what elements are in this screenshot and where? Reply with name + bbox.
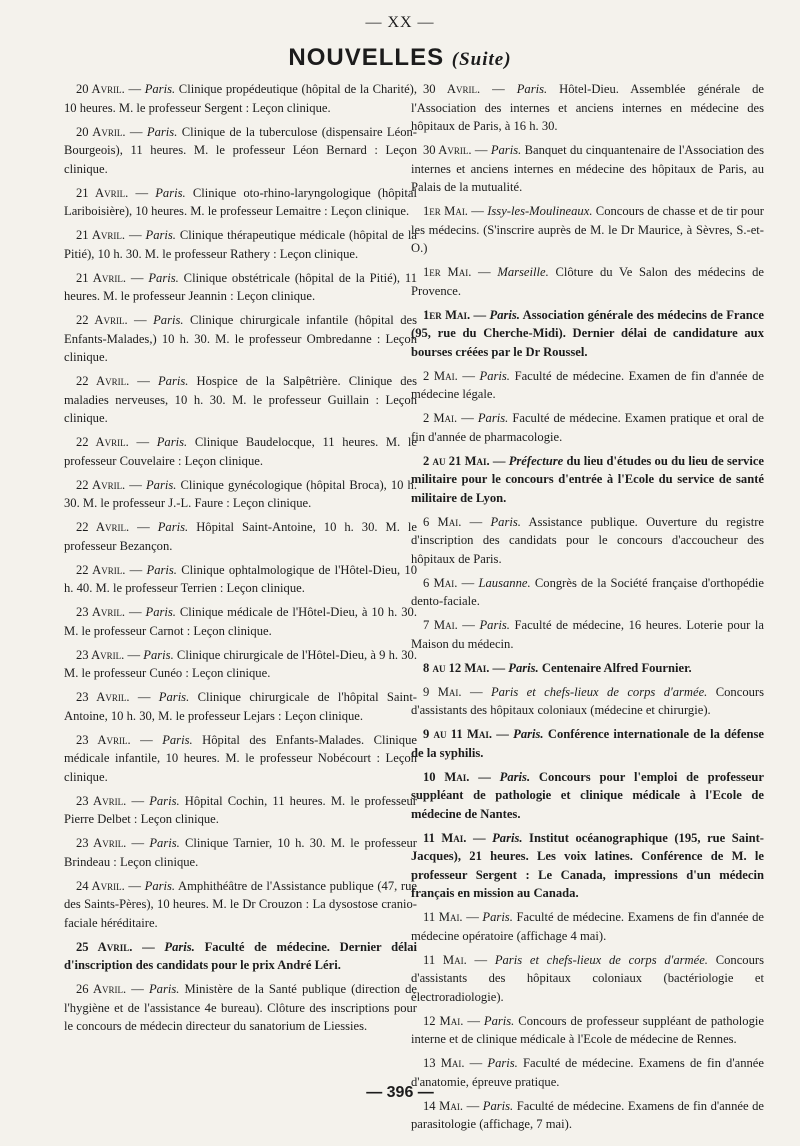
entry-place: Paris. <box>508 660 539 675</box>
entry-place: Paris. <box>482 1098 514 1113</box>
entry-text: Concours d'assistants des hôpitaux coloniaux (bactériologie et électroradiologie). <box>411 952 764 1004</box>
news-entry: 9 au 11 Mai. — Paris. Conférence internationale de la défense de la syphilis. <box>411 727 765 760</box>
entry-text: Faculté de médecine. Examens de fin d'année d'anatomie, épreuve pratique. <box>411 1056 764 1089</box>
entry-place: Paris. <box>489 307 520 322</box>
entry-text: Centenaire Alfred Fournier. <box>541 660 692 675</box>
entry-place: Paris. <box>146 124 178 139</box>
entry-text: Hôtel-Dieu. Assemblée générale de l'Association des internes et anciens internes en médecine des hôpitaux de Paris, à 16 h. 30. <box>411 82 765 133</box>
news-entry: 23 Avril. — Paris. Hôpital des Enfants-Malades. Clinique médicale infantile, 10 heures. M. le professeur Nobécourt : Leçon clinique. <box>64 732 417 784</box>
entry-date: 26 Avril. <box>76 982 127 996</box>
news-entry: 25 Avril. — Paris. Faculté de médecine. Dernier délai d'inscription des candidats pour le prix André Léri. <box>64 939 417 972</box>
news-entry: 1er Mai. — Marseille. Clôture du Ve Salon des médecins de Provence. <box>411 265 764 298</box>
news-entry: 14 Mai. — Paris. Faculté de médecine. Examens de fin d'année de parasitologie (affichage, 7 mai). <box>411 1098 765 1131</box>
news-entry: 11 Mai. — Paris et chefs-lieux de corps d'armée. Concours d'assistants des hôpitaux coloniaux (bactériologie et électroradiologie). <box>411 952 764 1004</box>
entry-text: Conférence internationale de la défense de la syphilis. <box>411 727 765 760</box>
entry-date: 21 Avril. <box>76 270 127 285</box>
entry-place: Paris. <box>499 769 531 784</box>
news-entry: 22 Avril. — Paris. Clinique ophtalmologique de l'Hôtel-Dieu, 10 h. 40. M. le professeur Terrien : Leçon clinique. <box>64 562 418 595</box>
entry-text: Faculté de médecine. Examen de fin d'année de médecine légale. <box>411 368 764 401</box>
news-entry: 9 Mai. — Paris et chefs-lieux de corps d'armée. Concours d'assistants des hôpitaux coloniaux (médecine et chirurgie). <box>411 684 765 717</box>
news-entry: 23 Avril. — Paris. Clinique Tarnier, 10 h. 30. M. le professeur Brindeau : Leçon clinique. <box>64 836 417 869</box>
entry-text: Hospice de la Salpêtrière. Clinique des maladies nerveuses, 10 h. 30. M. le professeur Guillain : Leçon clinique. <box>64 374 417 425</box>
entry-place: Paris. <box>145 605 176 619</box>
entry-place: Paris. <box>479 368 510 383</box>
entry-text: Clinique obstétricale (hôpital de la Pitié), 11 heures. M. le professeur Jeannin : Leçon clinique. <box>64 270 417 303</box>
news-entry: 22 Avril. — Paris. Hôpital Saint-Antoine, 10 h. 30. M. le professeur Bezançon. <box>64 520 417 553</box>
entry-place: Paris. <box>143 647 174 662</box>
news-entry: 22 Avril. — Paris. Clinique gynécologique (hôpital Broca), 10 h. 30. M. le professeur J.-L. Faure : Leçon clinique. <box>64 477 418 510</box>
entry-place: Paris. <box>145 228 176 242</box>
entry-place: Paris. <box>157 374 189 388</box>
entry-date: 24 Avril. <box>76 878 125 893</box>
entry-date: 22 Avril. <box>76 313 128 327</box>
news-entry: 23 Avril. — Paris. Clinique médicale de l'Hôtel-Dieu, à 10 h. 30. M. le professeur Carnot : Leçon clinique. <box>64 605 417 638</box>
entry-date: 22 Avril. <box>76 520 130 534</box>
news-entry: 2 au 21 Mai. — Préfecture du lieu d'études ou du lieu de service militaire pour le concours d'entrée à l'Ecole du service de santé militaire de Lyon. <box>411 453 765 505</box>
news-entry: 2 Mai. — Paris. Faculté de médecine. Examen de fin d'année de médecine légale. <box>411 368 764 401</box>
entry-date: 11 Mai. <box>423 830 467 845</box>
entry-date: 22 Avril. <box>76 435 129 449</box>
entry-text: Faculté de médecine. Examen pratique et oral de fin d'année de pharmacologie. <box>411 411 765 444</box>
entry-place: Paris. <box>487 1056 518 1070</box>
news-entry: 22 Avril. — Paris. Clinique Baudelocque, 11 heures. M. le professeur Couvelaire : Leçon clinique. <box>64 435 418 468</box>
news-entry: 22 Avril. — Paris. Hospice de la Salpêtrière. Clinique des maladies nerveuses, 10 h. 30. M. le professeur Guillain : Leçon clinique. <box>64 374 417 425</box>
entry-date: 20 Avril. <box>76 82 125 96</box>
entry-text: Clinique propédeutique (hôpital de la Charité), 10 heures. M. le professeur Sergent : Leçon clinique. <box>64 82 418 115</box>
entry-text: Hôpital des Enfants-Malades. Clinique médicale infantile, 10 heures. M. le professeur Nobécourt : Leçon clinique. <box>64 732 417 784</box>
entry-place: Paris. <box>144 82 176 96</box>
news-entry: 1er Mai. — Paris. Association générale des médecins de France (95, rue du Cherche-Midi). Dernier délai de candidature aux bourses créées par le Dr Roussel. <box>411 307 764 359</box>
entry-text: Institut océanographique (195, rue Saint-Jacques), 21 heures. Les voix latines. Conférence de M. le professeur Sergent : Le Canada, impressions d'un médecin français en mission au Canada. <box>411 830 764 900</box>
entry-date: 9 Mai. <box>423 684 462 699</box>
entry-date: 6 Mai. <box>423 575 458 590</box>
entry-date: 22 Avril. <box>76 477 126 492</box>
entry-text: Hôpital Saint-Antoine, 10 h. 30. M. le professeur Bezançon. <box>64 520 417 553</box>
section-title <box>0 44 800 72</box>
entry-place: Paris. <box>148 270 179 285</box>
entry-text: Faculté de médecine. Dernier délai d'inscription des candidats pour le prix André Léri. <box>64 939 417 972</box>
entry-place: Paris. <box>490 514 521 529</box>
entry-date: 1er Mai. <box>423 204 468 218</box>
entry-date: 6 Mai. <box>423 514 462 529</box>
entry-date: 22 Avril. <box>76 562 126 577</box>
entry-date: 23 Avril. <box>76 690 130 704</box>
news-entry: 23 Avril. — Paris. Hôpital Cochin, 11 heures. M. le professeur Pierre Delbet : Leçon clinique. <box>64 793 418 826</box>
entry-text: Faculté de médecine. Examens de fin d'année de parasitologie (affichage, 7 mai). <box>411 1098 765 1131</box>
entry-date: 23 Avril. <box>76 732 131 747</box>
entry-text: Clinique ophtalmologique de l'Hôtel-Dieu, 10 h. 40. M. le professeur Terrien : Leçon clinique. <box>64 562 418 595</box>
left-column <box>64 80 417 1041</box>
entry-place: Lausanne. <box>478 575 531 590</box>
entry-place: Paris. <box>482 910 513 924</box>
section-subtitle: (Suite) <box>451 49 512 70</box>
entry-text: du lieu d'études ou du lieu de service militaire pour le concours d'entrée à l'Ecole du service de santé militaire de Lyon. <box>411 453 765 505</box>
entry-place: Paris. <box>146 562 177 577</box>
entry-place: Paris. <box>148 982 180 996</box>
entry-text: Faculté de médecine, 16 heures. Loterie pour la Maison du médecin. <box>411 618 764 651</box>
entry-text: Association générale des médecins de France (95, rue du Cherche-Midi). Dernier délai de candidature aux bourses créées par le Dr Roussel. <box>411 307 764 359</box>
news-entry: 21 Avril. — Paris. Clinique oto-rhino-laryngologique (hôpital Lariboisière), 10 heures. M. le professeur Lemaitre : Leçon clinique. <box>64 185 417 218</box>
entry-text: Concours pour l'emploi de professeur suppléant de pathologie et clinique médicale à l'Ecole de médecine de Nantes. <box>411 769 764 821</box>
entry-date: 23 Avril. <box>76 793 127 808</box>
entry-date: 11 Mai. <box>423 952 467 967</box>
entry-text: Congrès de la Société française d'orthopédie dento-faciale. <box>411 575 764 608</box>
entry-place: Paris. <box>164 939 195 954</box>
entry-text: Clinique chirurgicale de l'Hôtel-Dieu, à 9 h. 30. M. le professeur Cunéo : Leçon clinique. <box>64 647 417 680</box>
entry-text: Clinique thérapeutique médicale (hôpital de la Pitié), 10 h. 30. M. le professeur Rathery : Leçon clinique. <box>64 228 417 261</box>
entry-text: Clinique Baudelocque, 11 heures. M. le professeur Couvelaire : Leçon clinique. <box>64 435 418 468</box>
entry-place: Paris. <box>144 878 176 893</box>
entry-text: Clinique oto-rhino-laryngologique (hôpital Lariboisière), 10 heures. M. le professeur Lemaitre : Leçon clinique. <box>64 185 417 218</box>
entry-date: 2 Mai. <box>423 368 458 383</box>
entry-place: Paris. <box>158 690 190 704</box>
entry-place: Paris. <box>157 520 189 534</box>
news-entry: 26 Avril. — Paris. Ministère de la Santé publique (direction de l'hygiène et de l'assistance 4e bureau). Clôture des inscriptions pour le concours de médecin directeur du sanatorium de Liessies. <box>64 982 418 1033</box>
news-entry: 23 Avril. — Paris. Clinique chirurgicale de l'Hôtel-Dieu, à 9 h. 30. M. le professeur Cunéo : Leçon clinique. <box>64 647 417 680</box>
news-entry: 20 Avril. — Paris. Clinique de la tuberculose (dispensaire Léon-Bourgeois), 11 heures. M. le professeur Léon Bernard : Leçon clinique. <box>64 124 418 176</box>
entry-text: Banquet du cinquantenaire de l'Association des internes et anciens internes en médecine des hôpitaux de Paris, au Palais de la mutualité. <box>411 143 764 194</box>
news-entry: 24 Avril. — Paris. Amphithéâtre de l'Assistance publique (47, rue des Saints-Pères), 10 heures. M. le Dr Crouzon : La dysostose cranio-faciale héréditaire. <box>64 878 417 930</box>
entry-date: 1er Mai. <box>423 307 471 322</box>
entry-date: 14 Mai. <box>423 1098 464 1113</box>
entry-text: Assistance publique. Ouverture du registre d'inscription des candidats pour le concours d'accoucheur des hôpitaux de Paris. <box>411 514 764 566</box>
entry-text: Clôture du Ve Salon des médecins de Provence. <box>411 265 764 298</box>
news-entry: 11 Mai. — Paris. Institut océanographique (195, rue Saint-Jacques), 21 heures. Les voix latines. Conférence de M. le professeur Sergent : Le Canada, impressions d'un médecin français en mission au Canada. <box>411 830 764 900</box>
entry-date: 21 Avril. <box>76 185 129 200</box>
entry-date: 7 Mai. <box>423 618 458 632</box>
entry-place: Paris. <box>513 727 544 741</box>
news-entry: 11 Mai. — Paris. Faculté de médecine. Examens de fin d'année de médecine opératoire (affichage 4 mai). <box>411 910 765 943</box>
entry-text: Ministère de la Santé publique (direction de l'hygiène et de l'assistance 4e bureau). Clôture des inscriptions pour le concours de médecin directeur du sanatorium de Liessies. <box>64 982 418 1033</box>
entry-place: Paris. <box>149 836 180 850</box>
news-entry: 6 Mai. — Paris. Assistance publique. Ouverture du registre d'inscription des candidats pour le concours d'accoucheur des hôpitaux de Paris. <box>411 514 764 566</box>
roman-page-number: — XX — <box>365 14 435 31</box>
entry-place: Paris. <box>490 143 522 157</box>
entry-place: Paris et chefs-lieux de corps d'armée. <box>490 684 708 699</box>
entry-place: Paris. <box>492 830 523 845</box>
entry-text: Concours d'assistants des hôpitaux coloniaux (médecine et chirurgie). <box>411 684 765 717</box>
entry-place: Paris. <box>477 411 509 425</box>
news-entry: 8 au 12 Mai. — Paris. Centenaire Alfred Fournier. <box>423 660 692 675</box>
entry-place: Paris et chefs-lieux de corps d'armée. <box>494 952 708 967</box>
entry-date: 10 Mai. <box>423 769 470 784</box>
entry-place: Paris. <box>155 185 186 200</box>
entry-text: Clinique médicale de l'Hôtel-Dieu, à 10 h. 30. M. le professeur Carnot : Leçon clinique. <box>64 605 417 638</box>
entry-place: Paris. <box>145 477 177 492</box>
news-entry: 30 Avril. — Paris. Hôtel-Dieu. Assemblée générale de l'Association des internes et anciens internes en médecine des hôpitaux de Paris, à 16 h. 30. <box>411 82 765 133</box>
entry-place: Paris. <box>162 732 193 747</box>
section-title-text: NOUVELLES <box>288 44 445 71</box>
entry-text: Clinique chirurgicale de l'hôpital Saint-Antoine, 10 h. 30, M. le professeur Lejars : Leçon clinique. <box>64 690 418 723</box>
entry-date: 21 Avril. <box>76 228 126 242</box>
entry-text: Clinique Tarnier, 10 h. 30. M. le professeur Brindeau : Leçon clinique. <box>64 836 417 869</box>
entry-date: 23 Avril. <box>76 647 125 662</box>
news-entry: 1er Mai. — Issy-les-Moulineaux. Concours de chasse et de tir pour les médecins. (S'inscrire auprès de M. le Dr Maurice, à Sèvres, S.-et-O.) <box>411 204 764 255</box>
entry-place: Issy-les-Moulineaux. <box>487 204 593 218</box>
entry-date: 2 Mai. <box>423 411 458 425</box>
news-entry: 20 Avril. — Paris. Clinique propédeutique (hôpital de la Charité), 10 heures. M. le professeur Sergent : Leçon clinique. <box>64 82 418 115</box>
entry-text: Hôpital Cochin, 11 heures. M. le professeur Pierre Delbet : Leçon clinique. <box>64 793 418 826</box>
news-entry: 2 Mai. — Paris. Faculté de médecine. Examen pratique et oral de fin d'année de pharmacologie. <box>411 411 765 444</box>
news-entry: 30 Avril. — Paris. Banquet du cinquantenaire de l'Association des internes et anciens internes en médecine des hôpitaux de Paris, au Palais de la mutualité. <box>411 143 764 194</box>
news-entry: 6 Mai. — Lausanne. Congrès de la Société française d'orthopédie dento-faciale. <box>411 575 764 608</box>
entry-date: 30 Avril. <box>423 82 481 96</box>
entry-date: 1er Mai. <box>423 265 472 279</box>
entry-date: 13 Mai. <box>423 1056 465 1070</box>
entry-date: 9 au 11 Mai. <box>423 727 493 741</box>
entry-place: Paris. <box>156 435 188 449</box>
entry-text: Clinique gynécologique (hôpital Broca), 10 h. 30. M. le professeur J.-L. Faure : Leçon clinique. <box>64 477 418 510</box>
entry-date: 23 Avril. <box>76 836 127 850</box>
news-entry: 7 Mai. — Paris. Faculté de médecine, 16 heures. Loterie pour la Maison du médecin. <box>411 618 764 651</box>
entry-text: Amphithéâtre de l'Assistance publique (47, rue des Saints-Pères), 10 heures. M. le Dr Crouzon : La dysostose cranio-faciale héréditaire. <box>64 878 417 930</box>
entry-place: Paris. <box>149 793 180 808</box>
news-entry: 21 Avril. — Paris. Clinique obstétricale (hôpital de la Pitié), 11 heures. M. le professeur Jeannin : Leçon clinique. <box>64 270 417 303</box>
entry-place: Marseille. <box>497 265 549 279</box>
entry-text: Clinique chirurgicale infantile (hôpital des Enfants-Malades,) 10 h. 30. M. le professeur Ombredanne : Leçon clinique. <box>64 313 417 364</box>
entry-text: Faculté de médecine. Examens de fin d'année de médecine opératoire (affichage 4 mai). <box>411 910 765 943</box>
entry-date: 22 Avril. <box>76 374 130 388</box>
entry-place: Préfecture <box>508 453 564 468</box>
news-entry: 22 Avril. — Paris. Clinique chirurgicale infantile (hôpital des Enfants-Malades,) 10 h. 30. M. le professeur Ombredanne : Leçon clinique. <box>64 313 417 364</box>
entry-text: Concours de chasse et de tir pour les médecins. (S'inscrire auprès de M. le Dr Maurice, à Sèvres, S.-et-O.) <box>411 204 764 255</box>
entry-date: 20 Avril. <box>76 124 126 139</box>
news-entry: 13 Mai. — Paris. Faculté de médecine. Examens de fin d'année d'anatomie, épreuve pratique. <box>411 1056 764 1089</box>
entry-date: 2 au 21 Mai. <box>423 453 490 468</box>
entry-date: 25 Avril. <box>76 939 133 954</box>
news-entry: 12 Mai. — Paris. Concours de professeur suppléant de pathologie interne et de clinique médicale à l'Ecole de médecine de Rennes. <box>411 1013 764 1046</box>
entry-date: 30 Avril. <box>423 143 472 157</box>
entry-text: Concours de professeur suppléant de pathologie interne et de clinique médicale à l'Ecole de médecine de Rennes. <box>411 1013 764 1046</box>
entry-place: Paris. <box>479 618 510 632</box>
right-column <box>411 80 764 1139</box>
entry-place: Paris. <box>516 82 548 96</box>
news-entry: 10 Mai. — Paris. Concours pour l'emploi de professeur suppléant de pathologie et clinique médicale à l'Ecole de médecine de Nantes. <box>411 769 764 821</box>
page-number: — 396 — <box>366 1084 434 1101</box>
entry-date: 8 au 12 Mai. <box>423 660 490 675</box>
entry-text: Clinique de la tuberculose (dispensaire Léon-Bourgeois), 11 heures. M. le professeur Léon Bernard : Leçon clinique. <box>64 124 418 176</box>
entry-date: 12 Mai. <box>423 1013 464 1028</box>
news-entry: 21 Avril. — Paris. Clinique thérapeutique médicale (hôpital de la Pitié), 10 h. 30. M. le professeur Rathery : Leçon clinique. <box>64 228 417 261</box>
entry-place: Paris. <box>153 313 184 327</box>
entry-date: 11 Mai. <box>423 910 463 924</box>
entry-date: 23 Avril. <box>76 605 126 619</box>
entry-place: Paris. <box>483 1013 515 1028</box>
news-entry: 23 Avril. — Paris. Clinique chirurgicale de l'hôpital Saint-Antoine, 10 h. 30, M. le professeur Lejars : Leçon clinique. <box>64 690 418 723</box>
